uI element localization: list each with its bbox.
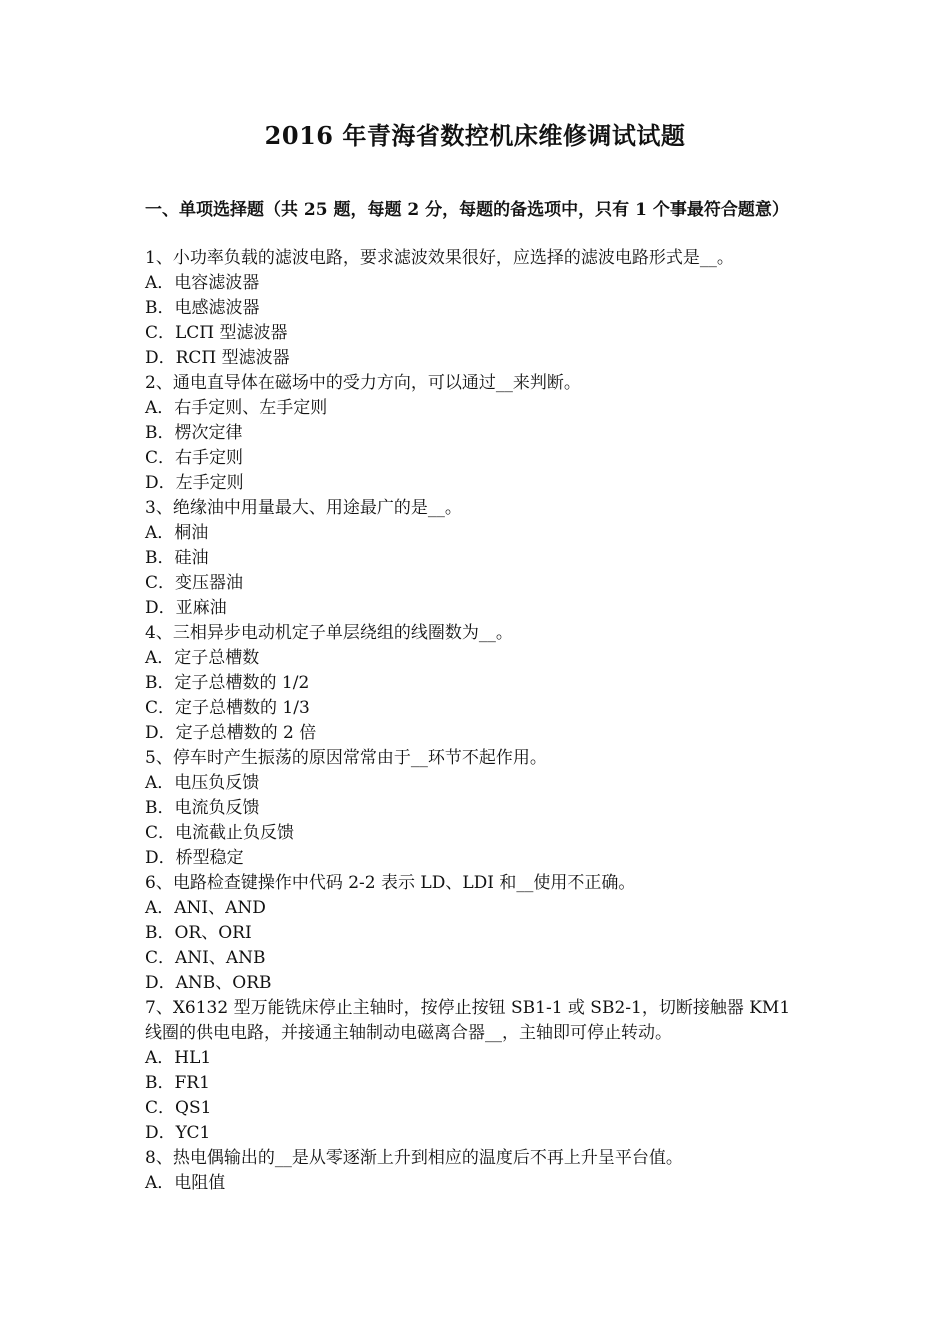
answer-option: D．定子总槽数的 2 倍 xyxy=(145,723,317,743)
question-list xyxy=(145,246,810,1196)
answer-option: B．OR、ORI xyxy=(145,923,252,943)
answer-option: C．QS1 xyxy=(145,1098,212,1118)
answer-option: B．硅油 xyxy=(145,548,209,568)
answer-option: D．左手定则 xyxy=(145,473,244,493)
document-title: 2016 年青海省数控机床维修调试试题 xyxy=(264,121,686,150)
answer-option: D．桥型稳定 xyxy=(145,848,244,868)
question-text: 8、热电偶输出的__是从零逐渐上升到相应的温度后不再上升呈平台值。 xyxy=(145,1148,683,1168)
answer-option: C．定子总槽数的 1/3 xyxy=(145,698,310,718)
answer-option: D．YC1 xyxy=(145,1123,211,1143)
answer-option: D．ANB、ORB xyxy=(145,973,272,993)
answer-option: A．HL1 xyxy=(145,1048,212,1068)
question-text: 3、绝缘油中用量最大、用途最广的是__。 xyxy=(145,498,462,518)
answer-option: B．楞次定律 xyxy=(145,423,243,443)
answer-option: D．RCΠ 型滤波器 xyxy=(145,348,290,368)
answer-option: B．FR1 xyxy=(145,1073,210,1093)
answer-option: B．电感滤波器 xyxy=(145,298,260,318)
answer-option: A．电阻值 xyxy=(145,1173,226,1193)
answer-option: A．电容滤波器 xyxy=(145,273,260,293)
answer-option: D．亚麻油 xyxy=(145,598,227,618)
answer-option: C．LCΠ 型滤波器 xyxy=(145,323,288,343)
answer-option: C．电流截止负反馈 xyxy=(145,823,295,843)
answer-option: B．电流负反馈 xyxy=(145,798,260,818)
question-text: 1、小功率负载的滤波电路，要求滤波效果很好，应选择的滤波电路形式是__。 xyxy=(145,248,734,268)
question-text: 4、三相异步电动机定子单层绕组的线圈数为__。 xyxy=(145,623,513,643)
question-text-continued: 线圈的供电电路，并接通主轴制动电磁离合器__，主轴即可停止转动。 xyxy=(145,1023,672,1043)
answer-option: B．定子总槽数的 1/2 xyxy=(145,673,310,693)
section-heading: 一、单项选择题（共 25 题，每题 2 分，每题的备选项中，只有 1 个事最符合题意） xyxy=(145,200,789,220)
answer-option: A．右手定则、左手定则 xyxy=(145,398,328,418)
question-text: 7、X6132 型万能铣床停止主轴时，按停止按钮 SB1-1 或 SB2-1，切断接触器 KM1 xyxy=(145,998,791,1018)
answer-option: C．ANI、ANB xyxy=(145,948,266,968)
answer-option: A．桐油 xyxy=(145,523,209,543)
answer-option: C．右手定则 xyxy=(145,448,244,468)
question-text: 2、通电直导体在磁场中的受力方向，可以通过__来判断。 xyxy=(145,373,581,393)
answer-option: C．变压器油 xyxy=(145,573,244,593)
answer-option: A．ANI、AND xyxy=(145,898,266,918)
question-text: 6、电路检查键操作中代码 2-2 表示 LD、LDI 和__使用不正确。 xyxy=(145,873,636,893)
answer-option: A．定子总槽数 xyxy=(145,648,260,668)
answer-option: A．电压负反馈 xyxy=(145,773,260,793)
question-text: 5、停车时产生振荡的原因常常由于__环节不起作用。 xyxy=(145,748,547,768)
